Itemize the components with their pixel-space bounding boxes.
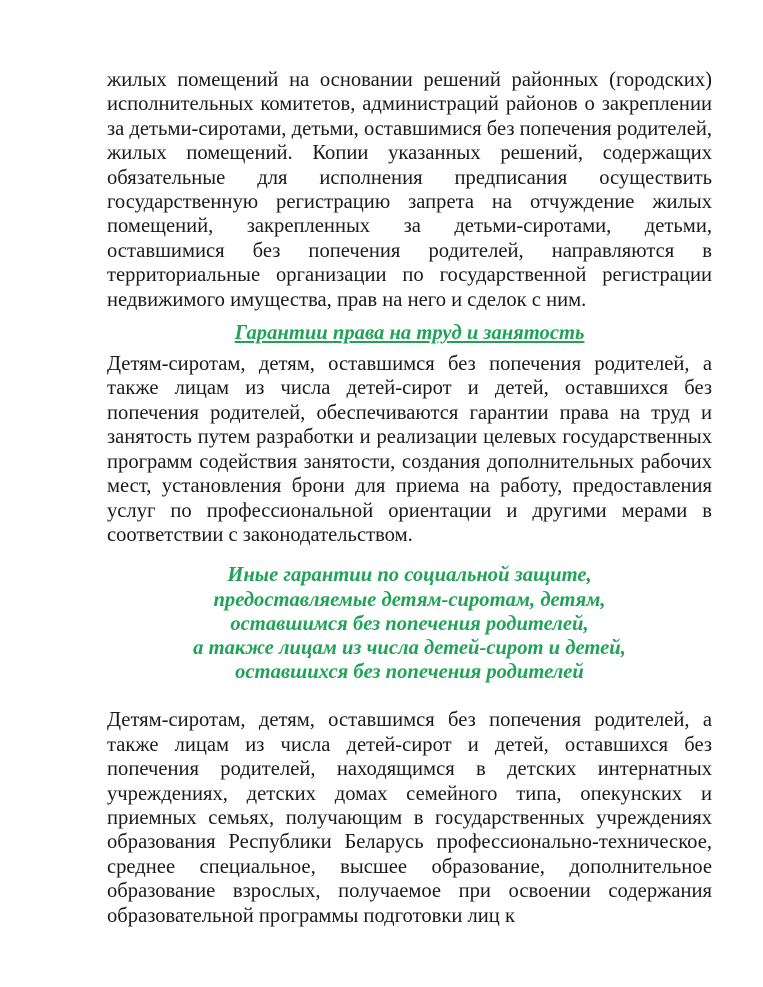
heading-line: Иные гарантии по социальной защите,: [227, 564, 592, 587]
heading-line: оставшихся без попечения родителей: [235, 661, 584, 684]
section-heading-labor: Гарантии права на труд и занятость: [234, 322, 585, 345]
paragraph-education: Детям-сиротам, детям, оставшимся без попечения родителей, а также лицам из числа детей-сирот и детей, оставшихся без попечения родителей, находящимся в детских интернатных учреждениях, детских домах семейного типа, опекунских и приемных семьях, получающим в государственных учреждениях образования Республики Беларусь профессионально-техническое, среднее специальное, высшее образование, дополнительное образование взрослых, получаемое при освоении содержания образовательной программы подготовки лиц к: [107, 709, 712, 927]
document-page: [107, 68, 712, 928]
heading-line: предоставляемые детям-сиротам, детям,: [213, 588, 606, 611]
paragraph-labor: Детям-сиротам, детям, оставшимся без попечения родителей, а также лицам из числа детей-сирот и детей, оставшихся без попечения родителей, обеспечиваются гарантии права на труд и занятость путем разработки и реализации целевых государственных программ содействия занятости, создания дополнительных рабочих мест, установления брони для приема на работу, предоставления услуг по профессиональной ориентации и другими мерами в соответствии с законодательством.: [107, 353, 712, 546]
paragraph-housing: жилых помещений на основании решений районных (городских) исполнительных комитетов, администраций районов о закреплении за детьми-сиротами, детьми, оставшимися без попечения родителей, жилых помещений. Копии указанных решений, содержащих обязательные для исполнения предписания осуществить государственную регистрацию запрета на отчуждение жилых помещений, закрепленных за детьми-сиротами, детьми, оставшимися без попечения родителей, направляются в территориальные организации по государственной регистрации недвижимого имущества, прав на него и сделок с ним.: [107, 69, 712, 311]
heading-line: оставшимся без попечения родителей,: [230, 612, 589, 635]
section-heading-social-protection: [107, 563, 712, 684]
heading-line: а также лицам из числа детей-сирот и детей,: [193, 636, 626, 659]
